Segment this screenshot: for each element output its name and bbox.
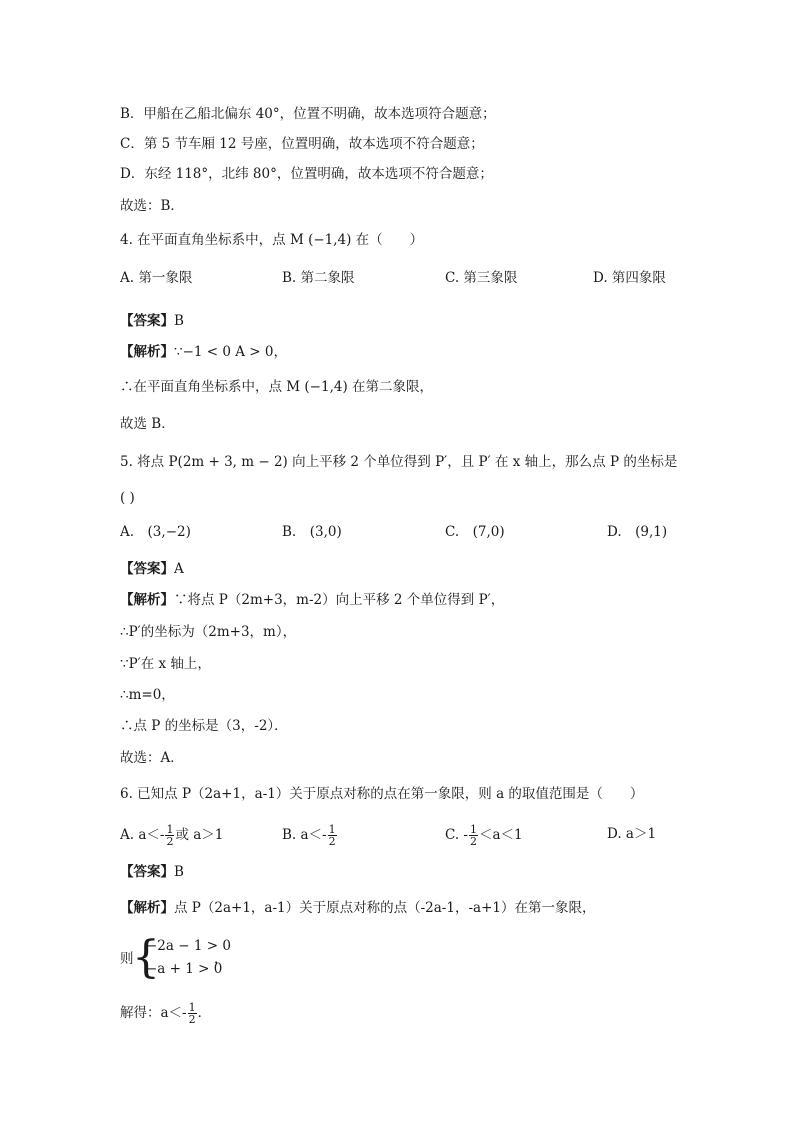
q5-option-a: A. (3,−2) xyxy=(120,524,191,540)
solution-text: ． xyxy=(197,1005,212,1021)
q6-explanation xyxy=(120,898,595,918)
answer-value: A xyxy=(174,561,184,577)
fraction-numerator: 1 xyxy=(470,823,477,836)
q6-solution xyxy=(120,1002,211,1025)
fraction-denominator: 2 xyxy=(470,835,477,848)
option-text: 或 a＞1 xyxy=(175,827,224,843)
fraction-numerator: 1 xyxy=(166,823,174,836)
answer-value: B xyxy=(174,864,184,880)
explanation-text: ∵−1 < 0 A > 0， xyxy=(174,344,287,360)
explanation-tag: 【解析】 xyxy=(120,344,174,360)
fraction-numerator: 1 xyxy=(188,1001,196,1014)
option-text: B. a＜- xyxy=(282,827,327,843)
inequality-1: −2a − 1 > 0 xyxy=(146,938,231,954)
inequality-2: −a + 1 > 0 xyxy=(146,961,223,977)
q6-option-a xyxy=(120,824,223,847)
text-line: 故选 B． xyxy=(120,416,175,432)
fraction xyxy=(469,824,478,847)
text-line: ∴P′的坐标为（2m+3，m）， xyxy=(120,624,297,640)
text-line: D．东经 118°，北纬 80°，位置明确，故本选项不符合题意； xyxy=(120,166,493,182)
answer-value: B xyxy=(174,313,184,329)
option-text: A. a＜- xyxy=(120,827,165,843)
q5-option-d: D. (9,1) xyxy=(607,524,668,540)
q6-answer xyxy=(120,862,184,882)
answer-tag: 【答案】 xyxy=(120,561,174,577)
explanation-tag: 【解析】 xyxy=(120,592,174,608)
question-4: 4. 在平面直角坐标系中，点 M (−1,4) 在（ ） xyxy=(120,232,424,248)
q5-answer xyxy=(120,559,184,579)
fraction xyxy=(328,824,337,847)
fraction-denominator: 2 xyxy=(328,835,336,848)
text-line: ∵P′在 x 轴上， xyxy=(120,656,211,672)
q6-option-c xyxy=(445,824,523,847)
question-5: 5. 将点 P(2m + 3, m − 2) 向上平移 2 个单位得到 P′，且 P′ 在 x 轴上，那么点 P 的坐标是 xyxy=(120,454,678,470)
text-line: 故选：A． xyxy=(120,750,184,766)
left-brace: { xyxy=(132,932,160,983)
q5-option-b: B. (3,0) xyxy=(282,524,342,540)
explanation-text: ∵将点 P（2m+3，m-2）向上平移 2 个单位得到 P′， xyxy=(174,592,505,608)
q4-option-a: A. 第一象限 xyxy=(120,270,193,286)
option-text: C. - xyxy=(445,827,468,843)
text-line: C．第 5 节车厢 12 号座，位置明确，故本选项不符合题意； xyxy=(120,136,484,152)
q4-option-b: B. 第二象限 xyxy=(282,270,355,286)
option-text: ＜a＜1 xyxy=(479,827,523,843)
solution-text: 解得：a＜- xyxy=(120,1005,187,1021)
q4-option-d: D. 第四象限 xyxy=(593,270,666,286)
q6-option-d: D. a＞1 xyxy=(607,826,657,842)
q6-option-b xyxy=(282,824,338,847)
text-line: ∴在平面直角坐标系中，点 M (−1,4) 在第二象限， xyxy=(120,379,434,395)
q4-option-c: C. 第三象限 xyxy=(445,270,518,286)
explanation-text: 点 P（2a+1，a-1）关于原点对称的点（-2a-1，-a+1）在第一象限， xyxy=(174,900,596,916)
system-prefix: 则 xyxy=(120,951,134,967)
q5-explanation xyxy=(120,590,504,610)
fraction xyxy=(188,1002,197,1025)
text-line: ∴点 P 的坐标是（3，-2）． xyxy=(120,718,288,734)
text-line: ∴m=0， xyxy=(120,687,175,703)
answer-tag: 【答案】 xyxy=(120,313,174,329)
answer-tag: 【答案】 xyxy=(120,864,174,880)
explanation-tag: 【解析】 xyxy=(120,900,174,916)
system-suffix: ， xyxy=(214,951,228,967)
question-6: 6. 已知点 P（2a+1，a-1）关于原点对称的点在第一象限，则 a 的取值范围是（ ） xyxy=(120,786,644,802)
question-5-bracket: ( ) xyxy=(120,490,135,506)
q4-explanation xyxy=(120,342,287,362)
fraction-denominator: 2 xyxy=(166,835,174,848)
fraction xyxy=(165,824,174,847)
q5-option-c: C. (7,0) xyxy=(445,524,505,540)
text-line: B．甲船在乙船北偏东 40°，位置不明确，故本选项符合题意； xyxy=(120,106,496,122)
text-line: 故选：B． xyxy=(120,198,184,214)
fraction-numerator: 1 xyxy=(328,823,336,836)
fraction-denominator: 2 xyxy=(188,1013,196,1026)
q4-answer xyxy=(120,311,184,331)
